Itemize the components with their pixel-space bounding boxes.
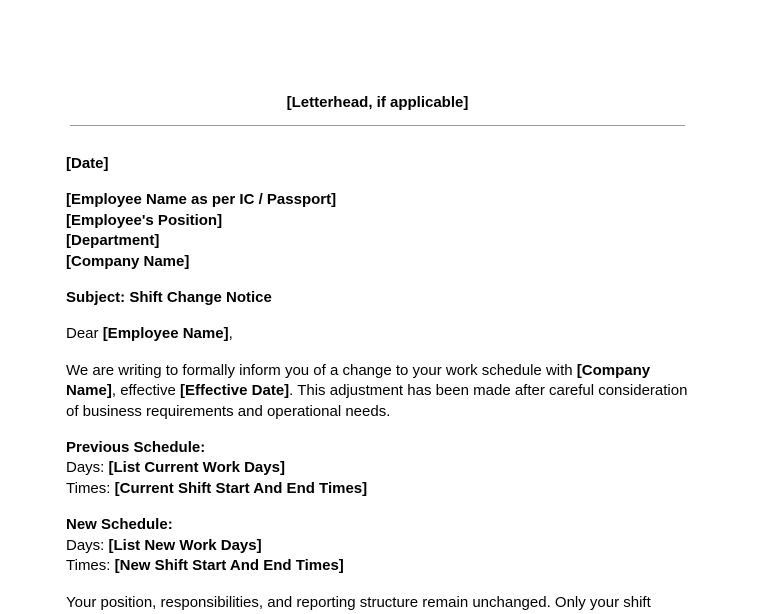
previous-times-label: Times:	[66, 479, 115, 497]
intro-text-1: We are writing to formally inform you of a change to your work schedule with	[66, 361, 577, 379]
subject-line	[66, 288, 691, 308]
new-times-label: Times:	[66, 557, 115, 575]
new-times-value: [New Shift Start And End Times]	[114, 557, 344, 575]
recipient-block	[66, 190, 691, 272]
recipient-position: [Employee's Position]	[66, 211, 223, 229]
intro-text-2: , effective	[111, 382, 180, 400]
salutation-suffix: ,	[228, 325, 233, 343]
letterhead: [Letterhead, if applicable]	[286, 94, 469, 111]
salutation-name: [Employee Name]	[102, 325, 229, 343]
previous-schedule-block	[66, 438, 691, 499]
date-line	[66, 154, 691, 174]
previous-times-value: [Current Shift Start And End Times]	[114, 479, 368, 497]
intro-paragraph	[66, 361, 691, 422]
letter-body	[66, 154, 691, 614]
intro-company: [Company Name]	[66, 361, 651, 400]
intro-text-3: . This adjustment has been made after careful consideration of business requirements and operational needs.	[66, 382, 688, 420]
date-placeholder: [Date]	[66, 155, 109, 172]
previous-schedule-heading: Previous Schedule:	[66, 439, 206, 457]
intro-effective-date: [Effective Date]	[179, 382, 290, 400]
recipient-name: [Employee Name as per IC / Passport]	[66, 191, 337, 209]
header-divider	[70, 125, 685, 126]
previous-days-value: [List Current Work Days]	[108, 459, 285, 477]
recipient-department: [Department]	[66, 232, 160, 250]
new-days-label: Days:	[66, 536, 109, 554]
new-days-value: [List New Work Days]	[108, 536, 262, 554]
previous-days-label: Days:	[66, 459, 109, 477]
salutation	[66, 324, 691, 344]
closing-paragraph	[66, 593, 691, 613]
recipient-company: [Company Name]	[66, 252, 190, 270]
new-schedule-block	[66, 515, 691, 576]
new-schedule-heading: New Schedule:	[66, 516, 173, 534]
subject-text: Subject: Shift Change Notice	[66, 289, 272, 307]
salutation-prefix: Dear	[66, 325, 103, 343]
closing-text: Your position, responsibilities, and reporting structure remain unchanged. Only your shift	[66, 593, 651, 611]
